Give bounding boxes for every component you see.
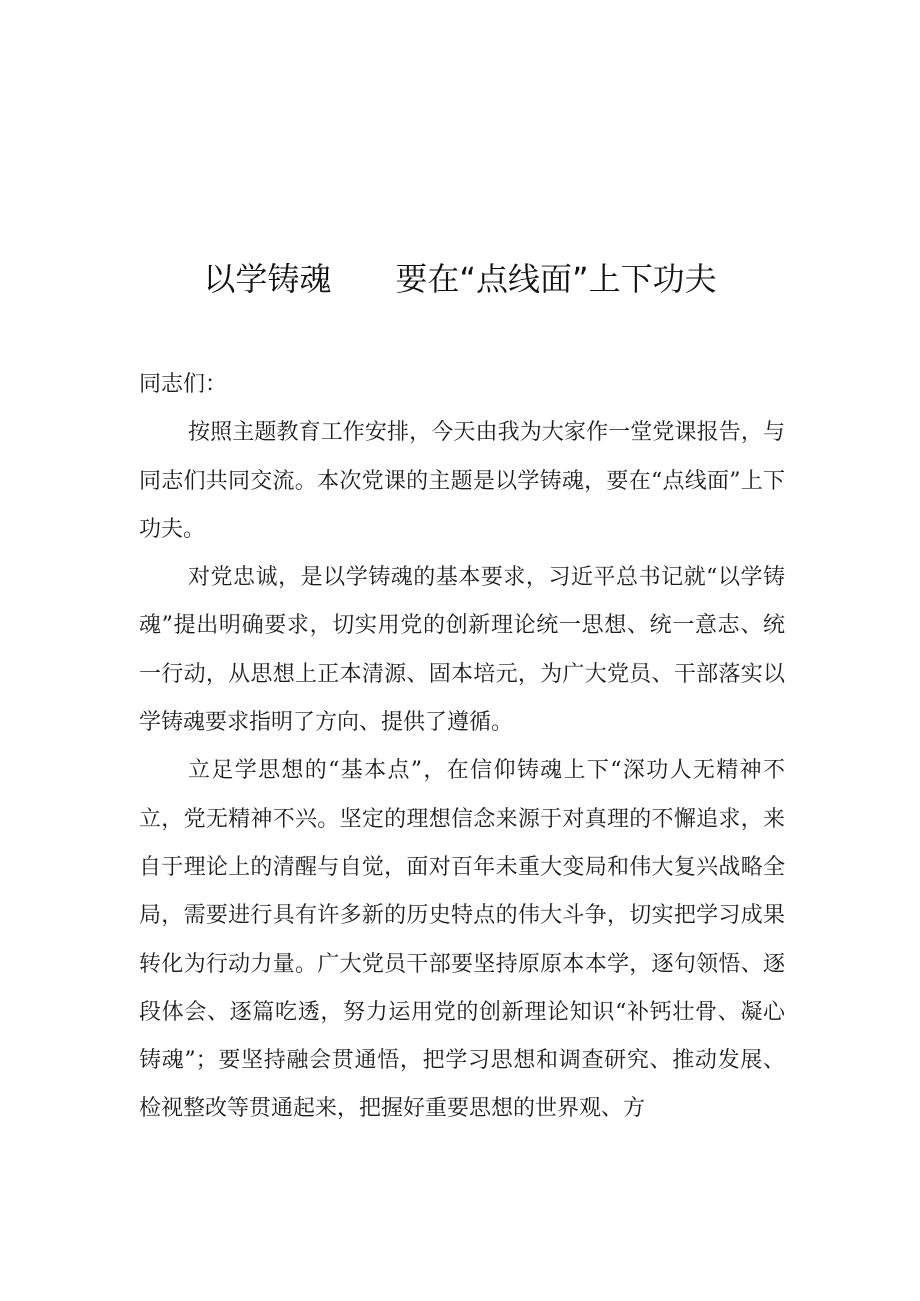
document-body <box>139 361 785 1134</box>
paragraph-3: 立足学思想的“基本点”，在信仰铸魂上下“深功人无精神不立，党无精神不兴。坚定的理想信念来源于对真理的不懈追求，来自于理论上的清醒与自觉，面对百年未重大变局和伟大复兴战略全局，需要进行具有许多新的历史特点的伟大斗争，切实把学习成果转化为行动力量。广大党员干部要坚持原原本本学，逐句领悟、逐段体会、逐篇吃透，努力运用党的创新理论知识“补钙壮骨、凝心铸魂”；要坚持融会贯通悟，把学习思想和调查研究、推动发展、检视整改等贯通起来，把握好重要思想的世界观、方 <box>139 758 785 1122</box>
paragraph-1: 按照主题教育工作安排，今天由我为大家作一堂党课报告，与同志们共同交流。本次党课的主题是以学铸魂，要在“点线面”上下功夫。 <box>139 420 785 542</box>
document-title: 以学铸魂 要在“点线面”上下功夫 <box>203 260 717 298</box>
paragraph-2: 对党忠诚，是以学铸魂的基本要求，习近平总书记就“以学铸魂”提出明确要求，切实用党的创新理论统一思想、统一意志、统一行动，从思想上正本清源、固本培元，为广大党员、干部落实以学铸魂要求指明了方向、提供了遵循。 <box>139 565 785 736</box>
salutation: 同志们： <box>139 372 228 397</box>
